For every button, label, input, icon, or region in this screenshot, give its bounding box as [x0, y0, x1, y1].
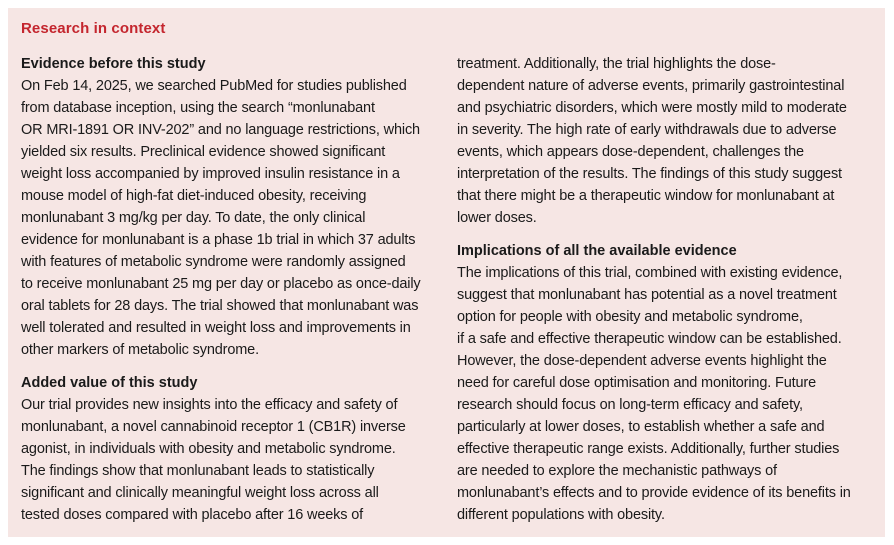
- text-line: different populations with obesity.: [457, 507, 665, 523]
- text-line: treatment. Additionally, the trial highlights the dose-: [457, 56, 776, 72]
- text-line: evidence for monlunabant is a phase 1b trial in which 37 adults: [21, 232, 416, 248]
- text-line: yielded six results. Preclinical evidence showed significant: [21, 144, 386, 160]
- text-line: suggest that monlunabant has potential as a novel treatment: [457, 287, 837, 303]
- text-line: need for careful dose optimisation and monitoring. Future: [457, 375, 816, 391]
- text-line: that there might be a therapeutic window for monlunabant at: [457, 188, 835, 204]
- heading-implications: Implications of all the available evidence: [457, 243, 737, 259]
- text-line: if a safe and effective therapeutic window can be established.: [457, 331, 842, 347]
- text-line: However, the dose-dependent adverse events highlight the: [457, 353, 827, 369]
- text-line: from database inception, using the search “monlunabant: [21, 100, 375, 116]
- text-line: events, which appears dose-dependent, challenges the: [457, 144, 804, 160]
- text-line: with features of metabolic syndrome were randomly assigned: [21, 254, 406, 270]
- text-line: The implications of this trial, combined with existing evidence,: [457, 265, 843, 281]
- text-line: particularly at lower doses, to establish whether a safe and: [457, 419, 825, 435]
- text-line: OR MRI-1891 OR INV-202” and no language restrictions, which: [21, 122, 420, 138]
- text-line: and psychiatric disorders, which were mostly mild to moderate: [457, 100, 847, 116]
- text-line: research should focus on long-term efficacy and safety,: [457, 397, 803, 413]
- text-line: monlunabant 3 mg/kg per day. To date, the only clinical: [21, 210, 366, 226]
- text-line: agonist, in individuals with obesity and metabolic syndrome.: [21, 441, 396, 457]
- panel-title: Research in context: [21, 20, 166, 37]
- text-line: in severity. The high rate of early withdrawals due to adverse: [457, 122, 837, 138]
- heading-evidence-before: Evidence before this study: [21, 56, 206, 72]
- text-line: Our trial provides new insights into the efficacy and safety of: [21, 397, 398, 413]
- text-line: weight loss accompanied by improved insulin resistance in a: [21, 166, 400, 182]
- text-line: interpretation of the results. The findings of this study suggest: [457, 166, 842, 182]
- text-line: to receive monlunabant 25 mg per day or placebo as once-daily: [21, 276, 421, 292]
- text-line: other markers of metabolic syndrome.: [21, 342, 259, 358]
- text-line: monlunabant’s effects and to provide evidence of its benefits in: [457, 485, 851, 501]
- text-line: mouse model of high-fat diet-induced obesity, receiving: [21, 188, 367, 204]
- heading-added-value: Added value of this study: [21, 375, 198, 391]
- text-line: significant and clinically meaningful weight loss across all: [21, 485, 379, 501]
- text-line: lower doses.: [457, 210, 537, 226]
- text-line: option for people with obesity and metabolic syndrome,: [457, 309, 803, 325]
- text-line: well tolerated and resulted in weight loss and improvements in: [21, 320, 411, 336]
- text-line: dependent nature of adverse events, primarily gastrointestinal: [457, 78, 845, 94]
- text-line: The findings show that monlunabant leads to statistically: [21, 463, 375, 479]
- text-line: tested doses compared with placebo after 16 weeks of: [21, 507, 364, 523]
- text-line: effective therapeutic range exists. Additionally, further studies: [457, 441, 840, 457]
- text-line: On Feb 14, 2025, we searched PubMed for studies published: [21, 78, 407, 94]
- text-line: oral tablets for 28 days. The trial showed that monlunabant was: [21, 298, 419, 314]
- text-line: monlunabant, a novel cannabinoid receptor 1 (CB1R) inverse: [21, 419, 406, 435]
- research-in-context-panel: [8, 8, 885, 537]
- text-line: are needed to explore the mechanistic pathways of: [457, 463, 777, 479]
